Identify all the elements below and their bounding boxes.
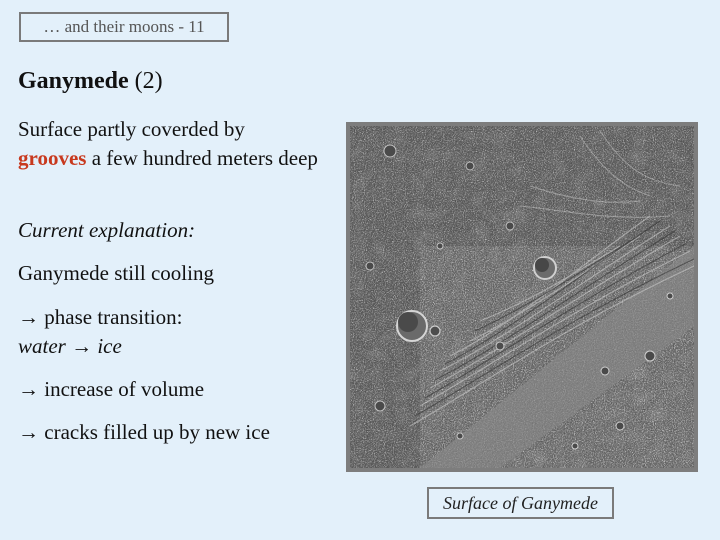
surface-text-pre: Surface partly coverded by bbox=[18, 117, 245, 141]
title-name: Ganymede bbox=[18, 68, 129, 94]
ganymede-surface-illustration bbox=[350, 126, 694, 468]
title-suffix: (2) bbox=[128, 68, 163, 94]
series-label-text: … and their moons - 11 bbox=[43, 17, 205, 36]
phase-transition-detail: water → ice bbox=[18, 334, 122, 358]
phase-transition-line: → phase transition: bbox=[18, 305, 183, 329]
ganymede-surface-image bbox=[346, 122, 698, 472]
cracks-line: → cracks filled up by new ice bbox=[18, 420, 270, 444]
image-caption bbox=[427, 487, 614, 519]
phase-transition-block bbox=[18, 303, 338, 361]
page-title bbox=[18, 64, 163, 98]
surface-text-post: a few hundred meters deep bbox=[86, 146, 318, 170]
volume-line: → increase of volume bbox=[18, 377, 205, 401]
image-caption-text: Surface of Ganymede bbox=[443, 493, 598, 513]
grooves-highlight: grooves bbox=[18, 146, 87, 170]
explanation-label: Current explanation: bbox=[18, 218, 196, 242]
slide-series-label bbox=[19, 12, 229, 42]
cooling-line: Ganymede still cooling bbox=[18, 261, 214, 285]
surface-paragraph bbox=[18, 115, 338, 173]
